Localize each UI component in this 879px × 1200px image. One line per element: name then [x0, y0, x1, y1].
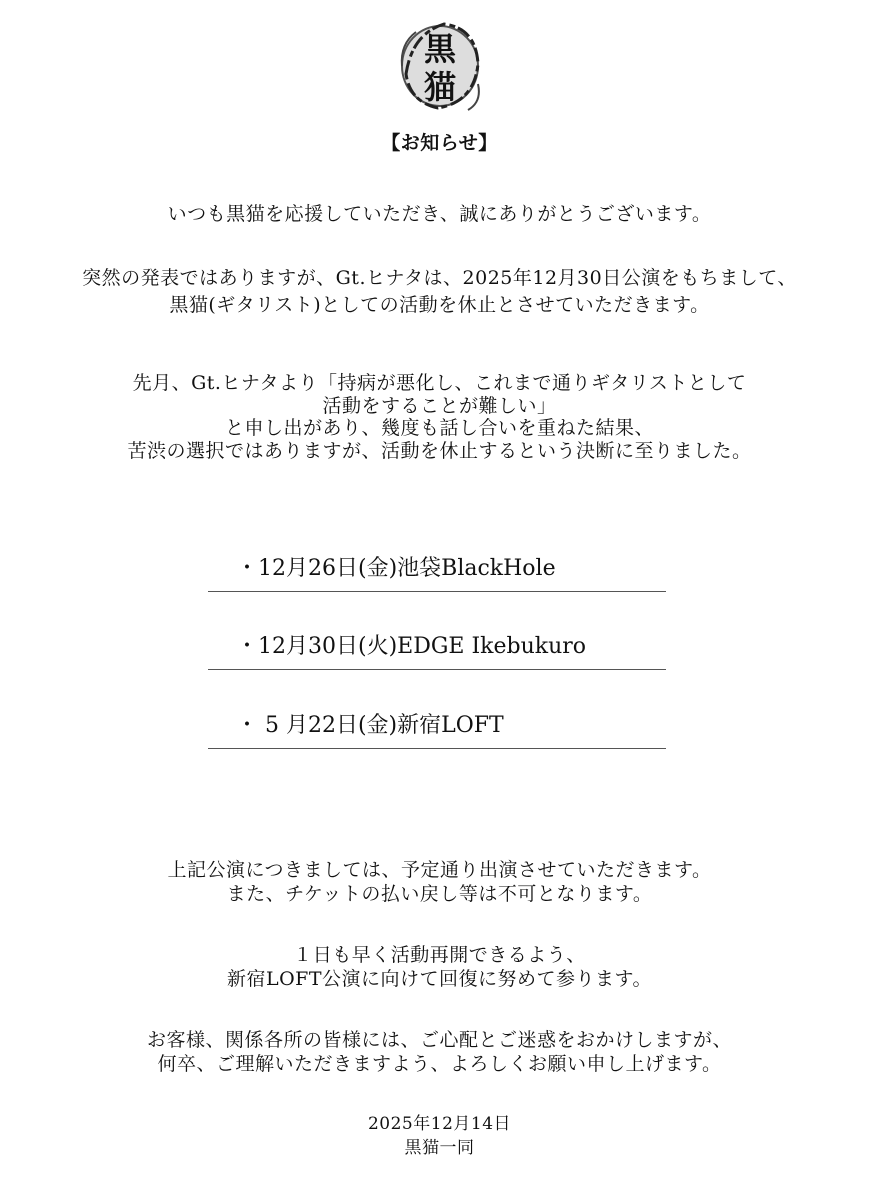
show-item-text: ・12月26日(金)池袋BlackHole [236, 556, 556, 581]
reason-line-1: 先月、Gt.ヒナタより「持病が悪化し、これまで通りギタリストとして [132, 372, 747, 394]
apology-line-1: お客様、関係各所の皆様には、ご心配とご迷惑をおかけしますが、 [146, 1029, 732, 1051]
svg-text:猫: 猫 [423, 68, 457, 106]
show-item [208, 547, 666, 592]
recovery-line-1: １日も早く活動再開できるよう、 [293, 944, 586, 966]
performance-note-line-2: また、チケットの払い戻し等は不可となります。 [226, 883, 653, 905]
greeting-text: いつも黒猫を応援していただき、誠にありがとうございます。 [167, 203, 712, 225]
reason-line-2: 活動をすることが難しい」 [322, 395, 557, 417]
svg-text:黒: 黒 [423, 30, 457, 68]
reason-line-3: と申し出があり、幾度も話し合いを重ねた結果、 [224, 417, 654, 439]
show-item-text: ・ 5 月22日(金)新宿LOFT [236, 713, 504, 738]
footer-signature: 黒猫一同 [404, 1138, 475, 1158]
reason-line-4: 苦渋の選択ではありますが、活動を休止するという決断に至りました。 [127, 440, 752, 462]
recovery-line-2: 新宿LOFT公演に向けて回復に努めて参ります。 [226, 968, 653, 990]
show-item [208, 704, 666, 749]
apology-line-2: 何卒、ご理解いただきますよう、よろしくお願い申し上げます。 [157, 1053, 722, 1075]
band-logo [398, 14, 482, 114]
show-item [208, 625, 666, 670]
show-item-text: ・12月30日(火)EDGE Ikebukuro [236, 634, 587, 659]
announcement-line-2: 黒猫(ギタリスト)としての活動を休止とさせていただきます。 [169, 294, 710, 316]
page-title: 【お知らせ】 [381, 132, 498, 154]
black-cat-logo-emblem-icon [398, 14, 482, 114]
footer-date: 2025年12月14日 [367, 1114, 512, 1134]
announcement-line-1: 突然の発表ではありますが、Gt.ヒナタは、2025年12月30日公演をもちまして、 [82, 267, 797, 289]
performance-note-line-1: 上記公演につきましては、予定通り出演させていただきます。 [167, 859, 712, 881]
